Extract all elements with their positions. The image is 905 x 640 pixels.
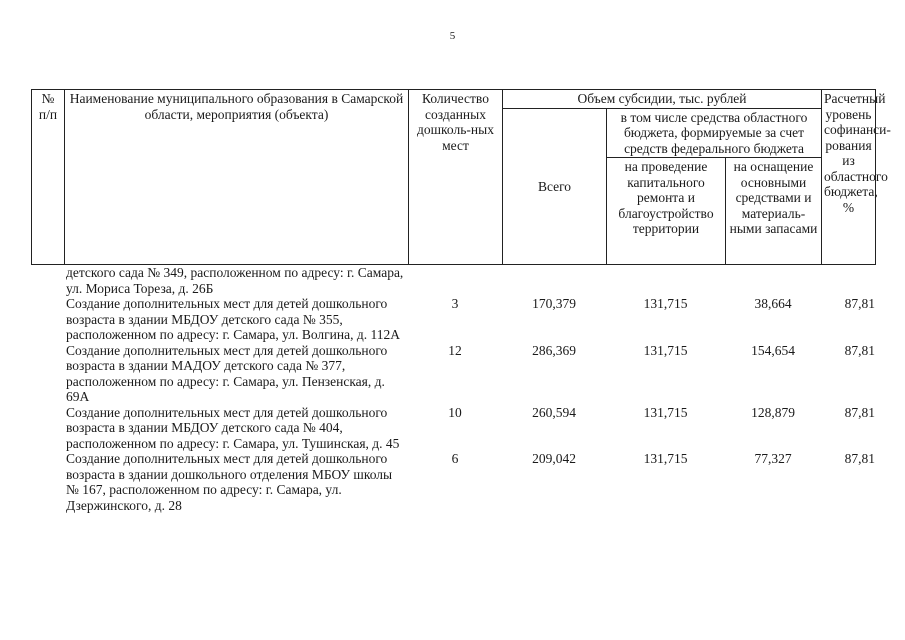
header-total: Всего [503,108,607,265]
row-capital: 131,715 [643,404,688,420]
row-capital: 131,715 [643,451,688,466]
table-header [31,89,891,265]
row-total: 260,594 [532,404,576,420]
row-equipment: 128,879 [751,404,795,420]
header-subsidy: Объем субсидии, тыс. рублей [503,90,822,109]
row-places: 6 [451,451,459,466]
table-row [31,405,875,452]
page-number: 5 [449,30,456,42]
row-name: Создание дополнительных мест для детей дошкольного возраста в здании МАДОУ детского сада № 377, расположенном по адресу: г. Самара, ул. Пензенская, д. 69А [66,342,388,404]
table-row [31,296,875,343]
header-cofinancing-level: Расчетный уровень софинанси-рования из областного бюджета, % [822,90,876,265]
row-name: Создание дополнительных мест для детей дошкольного возраста в здании дошкольного отделения МБОУ школы № 167, расположенном по адресу: г. Самара, ул. Дзержинского, д. 28 [66,451,393,513]
header-municipality: Наименование муниципального образования в Самарской области, мероприятия (объекта) [65,90,409,265]
header-capital-repair: на проведение капитального ремонта и благоустройство территории [607,158,726,265]
row-capital: 131,715 [643,342,688,358]
table-row [31,265,875,296]
row-total: 286,369 [532,342,576,358]
header-places: Количество созданных дошколь-ных мест [409,90,503,265]
table-row [31,451,875,513]
row-equipment: 154,654 [751,342,795,358]
row-places: 10 [448,404,462,420]
row-equipment: 77,327 [754,451,792,466]
row-places: 3 [451,296,459,311]
row-places: 12 [448,342,462,358]
row-level: 87,81 [844,404,875,420]
row-total: 209,042 [532,451,576,466]
header-federal-funds: в том числе средства областного бюджета, формируемые за счет средств федерального бюджета [607,108,822,158]
header-equipment: на оснащение основными средствами и материаль-ными запасами [726,158,822,265]
row-equipment: 38,664 [754,296,792,311]
table-body [31,265,875,513]
row-name: Создание дополнительных мест для детей дошкольного возраста в здании МБДОУ детского сада № 355, расположенном по адресу: г. Самара, ул. Волгина, д. 112А [66,296,400,342]
row-capital: 131,715 [643,296,688,311]
row-level: 87,81 [844,342,875,358]
row-name: детского сада № 349, расположенном по адресу: г. Самара, ул. Мориса Тореза, д. 26Б [66,265,404,296]
row-level: 87,81 [844,451,875,466]
header-number: № п/п [32,90,65,265]
row-total: 170,379 [532,296,576,311]
row-level: 87,81 [844,296,875,311]
table-row [31,343,875,405]
row-name: Создание дополнительных мест для детей дошкольного возраста в здании МБДОУ детского сада № 404, расположенном по адресу: г. Самара, ул. Тушинская, д. 45 [66,404,400,451]
